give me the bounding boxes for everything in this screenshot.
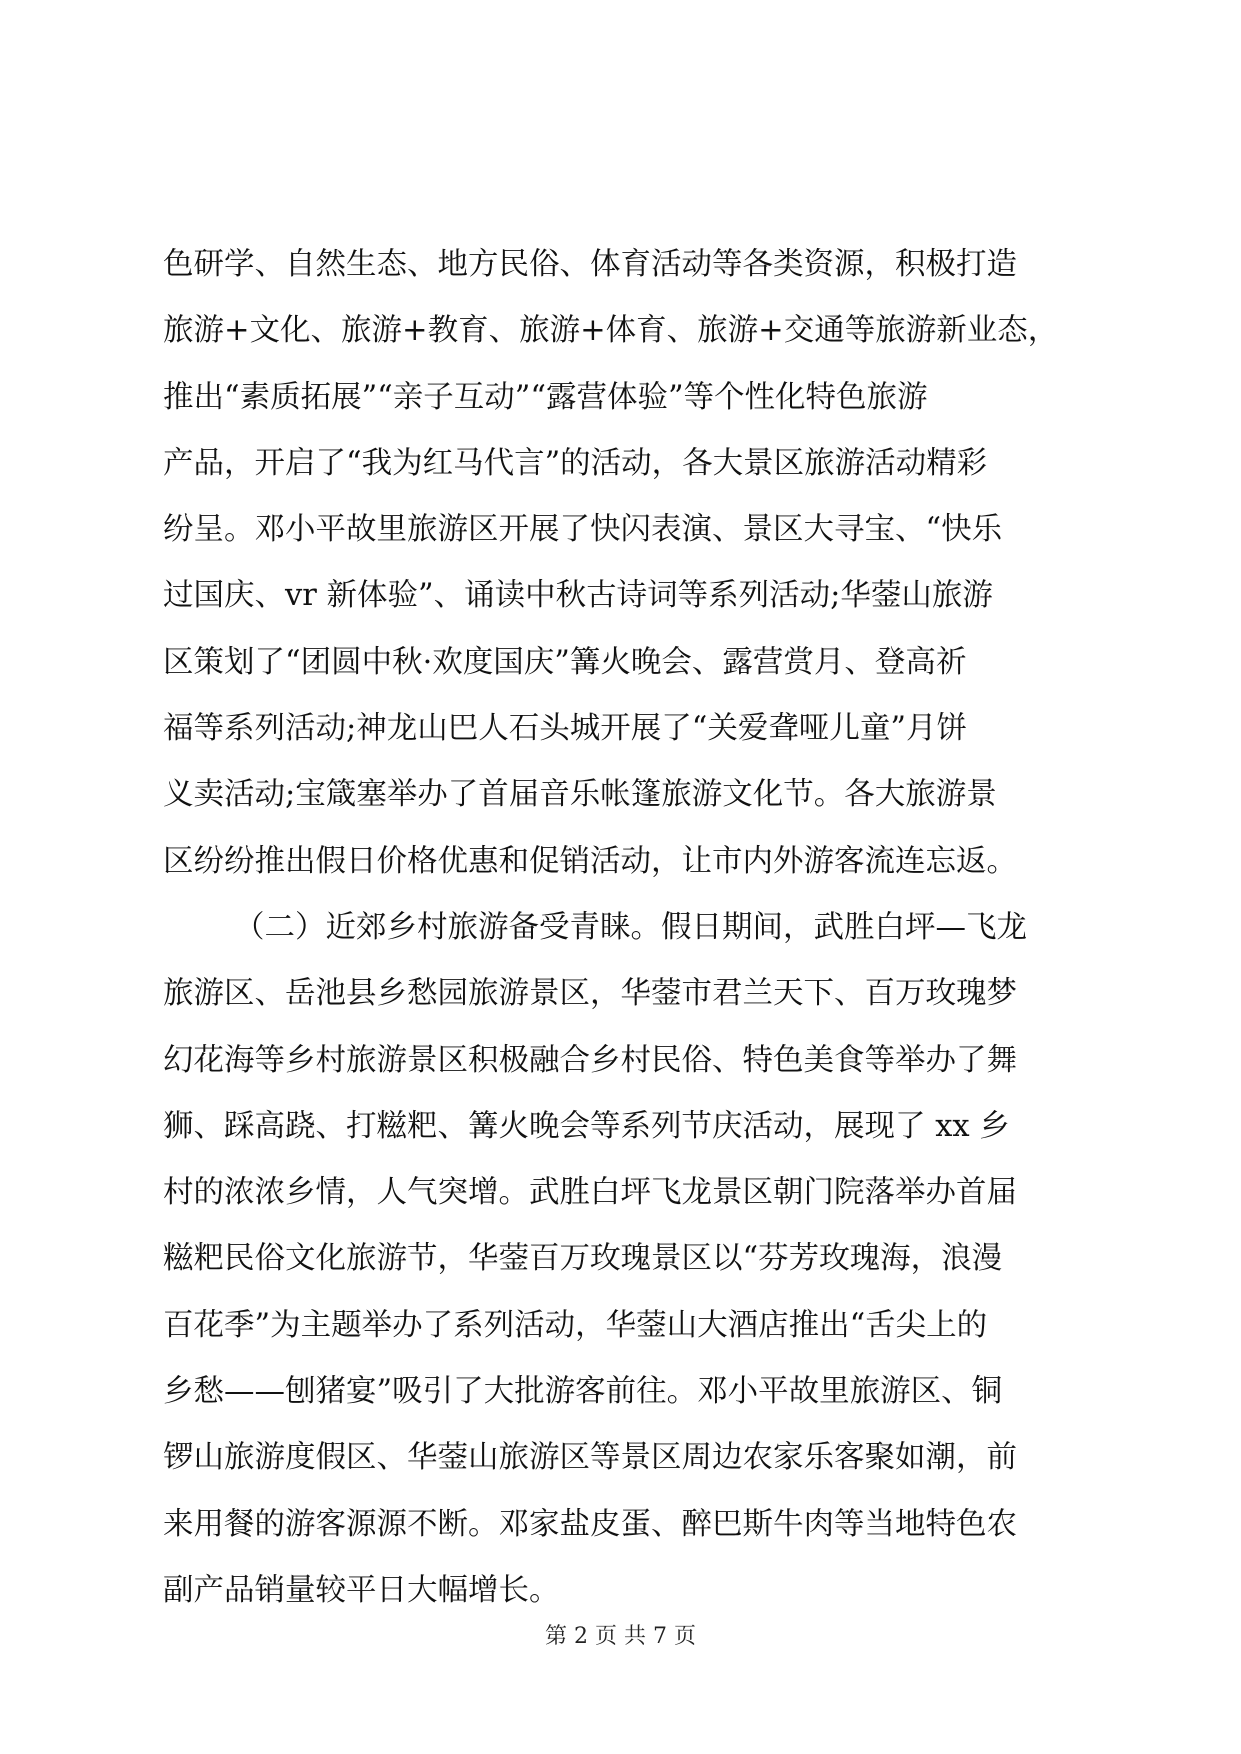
text-line: 乡愁——刨猪宴”吸引了大批游客前往。邓小平故里旅游区、铜	[163, 1374, 1003, 1410]
text-line: 糍粑民俗文化旅游节，华蓥百万玫瑰景区以“芬芳玫瑰海，浪漫	[163, 1241, 1003, 1277]
text-line: 百花季”为主题举办了系列活动，华蓥山大酒店推出“舌尖上的	[163, 1307, 988, 1343]
text-line: 区策划了“团圆中秋·欢度国庆”篝火晚会、露营赏月、登高祈	[163, 644, 967, 680]
text-line: 产品，开启了“我为红马代言”的活动，各大景区旅游活动精彩	[163, 445, 988, 481]
paragraph-2	[163, 895, 1093, 1624]
text-line: 幻花海等乡村旅游景区积极融合乡村民俗、特色美食等举办了舞	[163, 1042, 1017, 1078]
text-line: 义卖活动;宝箴塞举办了首届音乐帐篷旅游文化节。各大旅游景	[163, 777, 997, 813]
text-line: 村的浓浓乡情，人气突增。武胜白坪飞龙景区朝门院落举办首届	[163, 1175, 1017, 1211]
text-line: 推出“素质拓展”“亲子互动”“露营体验”等个性化特色旅游	[163, 379, 928, 415]
page-number: 第 2 页 共 7 页	[545, 1624, 696, 1649]
text-line: 区纷纷推出假日价格优惠和促销活动，让市内外游客流连忘返。	[163, 843, 1017, 879]
text-line: 福等系列活动;神龙山巴人石头城开展了“关爱聋哑儿童”月饼	[163, 711, 967, 747]
text-line: 来用餐的游客源源不断。邓家盐皮蛋、醉巴斯牛肉等当地特色农	[163, 1506, 1017, 1542]
text-line: 副产品销量较平日大幅增长。	[163, 1572, 560, 1608]
text-line: （二）近郊乡村旅游备受青睐。假日期间，武胜白坪—飞龙	[234, 909, 1027, 945]
page-footer	[0, 1622, 1241, 1652]
document-body	[163, 232, 1093, 1624]
text-line: 纷呈。邓小平故里旅游区开展了快闪表演、景区大寻宝、“快乐	[163, 512, 1003, 548]
text-line: 色研学、自然生态、地方民俗、体育活动等各类资源，积极打造	[163, 247, 1017, 282]
paragraph-1	[163, 232, 1093, 895]
text-line: 旅游区、岳池县乡愁园旅游景区，华蓥市君兰天下、百万玫瑰梦	[163, 976, 1017, 1012]
text-line: 锣山旅游度假区、华蓥山旅游区等景区周边农家乐客聚如潮，前	[163, 1440, 1017, 1476]
text-line: 过国庆、vr 新体验”、诵读中秋古诗词等系列活动;华蓥山旅游	[163, 578, 993, 614]
text-line: 旅游+文化、旅游+教育、旅游+体育、旅游+交通等旅游新业态，	[163, 313, 1059, 349]
text-line: 狮、踩高跷、打糍粑、篝火晚会等系列节庆活动，展现了 xx 乡	[163, 1108, 1010, 1144]
